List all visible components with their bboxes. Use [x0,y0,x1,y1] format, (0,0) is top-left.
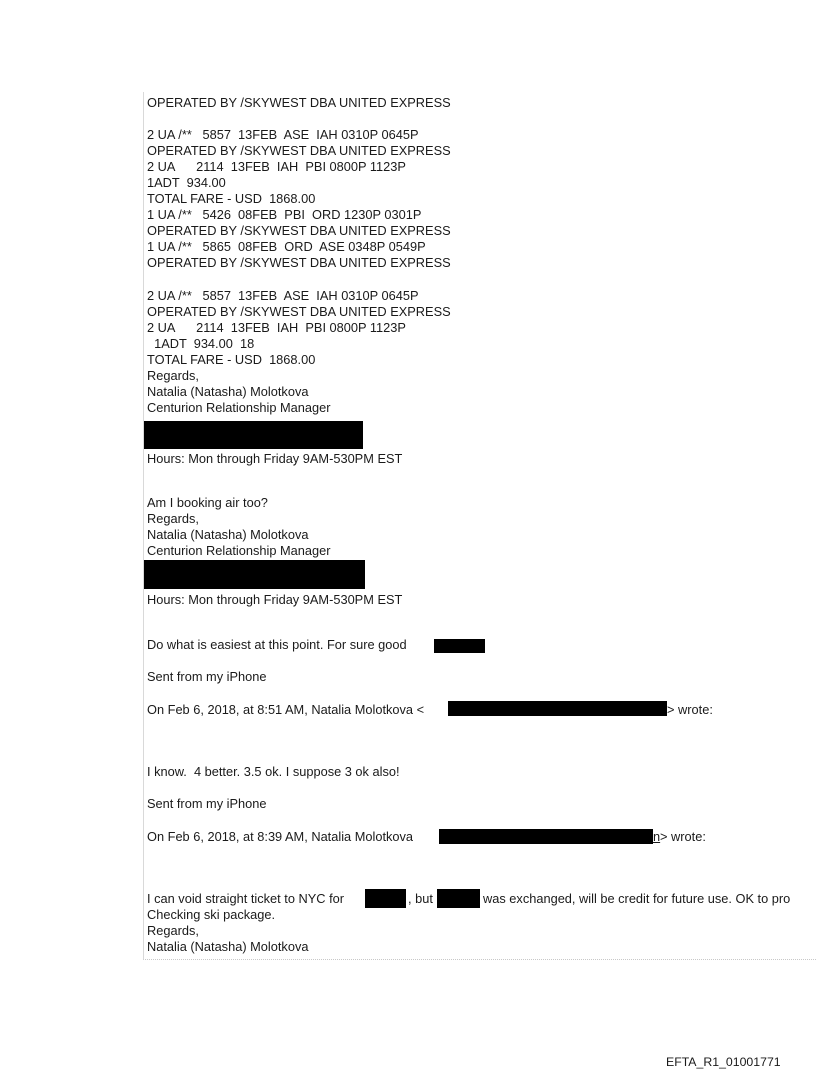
text-line: Natalia (Natasha) Molotkova [147,527,309,542]
text-line: I know. 4 better. 3.5 ok. I suppose 3 ok also! [147,764,400,779]
text-line: Centurion Relationship Manager [147,543,331,558]
text-line: 1ADT 934.00 [147,175,226,190]
text-line: 2 UA /** 5857 13FEB ASE IAH 0310P 0645P [147,127,419,142]
text-line: Regards, [147,511,199,526]
redaction-block [144,421,363,449]
text-line: Hours: Mon through Friday 9AM-530PM EST [147,592,403,607]
redaction-block [144,560,365,589]
bates-number: EFTA_R1_01001771 [666,1055,781,1069]
text-line: 1ADT 934.00 18 [147,336,255,351]
text-line: On Feb 6, 2018, at 8:51 AM, Natalia Molotkova < [147,702,425,717]
text-line: Natalia (Natasha) Molotkova [147,384,309,399]
text-line: Sent from my iPhone [147,669,267,684]
email-body [143,92,816,960]
redaction-block [448,701,667,716]
text-line: 2 UA /** 5857 13FEB ASE IAH 0310P 0645P [147,288,419,303]
text-line: 2 UA 2114 13FEB IAH PBI 0800P 1123P [147,320,406,335]
text-line: n [653,829,661,844]
text-line: Do what is easiest at this point. For sure good [147,637,407,652]
text-line: Natalia (Natasha) Molotkova [147,939,309,954]
text-line: OPERATED BY /SKYWEST DBA UNITED EXPRESS [147,255,451,270]
text-line: OPERATED BY /SKYWEST DBA UNITED EXPRESS [147,304,451,319]
text-line: OPERATED BY /SKYWEST DBA UNITED EXPRESS [147,223,451,238]
text-line: I can void straight ticket to NYC for [147,891,345,906]
redaction-block [437,889,480,908]
text-line: Sent from my iPhone [147,796,267,811]
text-line: was exchanged, will be credit for future use. OK to pro [483,891,791,906]
redaction-block [365,889,406,908]
text-line: 1 UA /** 5426 08FEB PBI ORD 1230P 0301P [147,207,422,222]
text-line: TOTAL FARE - USD 1868.00 [147,352,316,367]
text-line: Am I booking air too? [147,495,268,510]
text-line: Regards, [147,368,199,383]
text-line: 2 UA 2114 13FEB IAH PBI 0800P 1123P [147,159,406,174]
text-line: > wrote: [667,702,713,717]
redaction-block [439,829,653,844]
text-line: , but [408,891,433,906]
text-line: OPERATED BY /SKYWEST DBA UNITED EXPRESS [147,95,451,110]
text-line: On Feb 6, 2018, at 8:39 AM, Natalia Molotkova [147,829,414,844]
text-line: Regards, [147,923,199,938]
redaction-block [434,639,485,653]
text-line: > wrote: [660,829,706,844]
text-line: Checking ski package. [147,907,276,922]
text-line: OPERATED BY /SKYWEST DBA UNITED EXPRESS [147,143,451,158]
text-line: TOTAL FARE - USD 1868.00 [147,191,316,206]
text-line: 1 UA /** 5865 08FEB ORD ASE 0348P 0549P [147,239,426,254]
text-line: Centurion Relationship Manager [147,400,331,415]
text-line: Hours: Mon through Friday 9AM-530PM EST [147,451,403,466]
